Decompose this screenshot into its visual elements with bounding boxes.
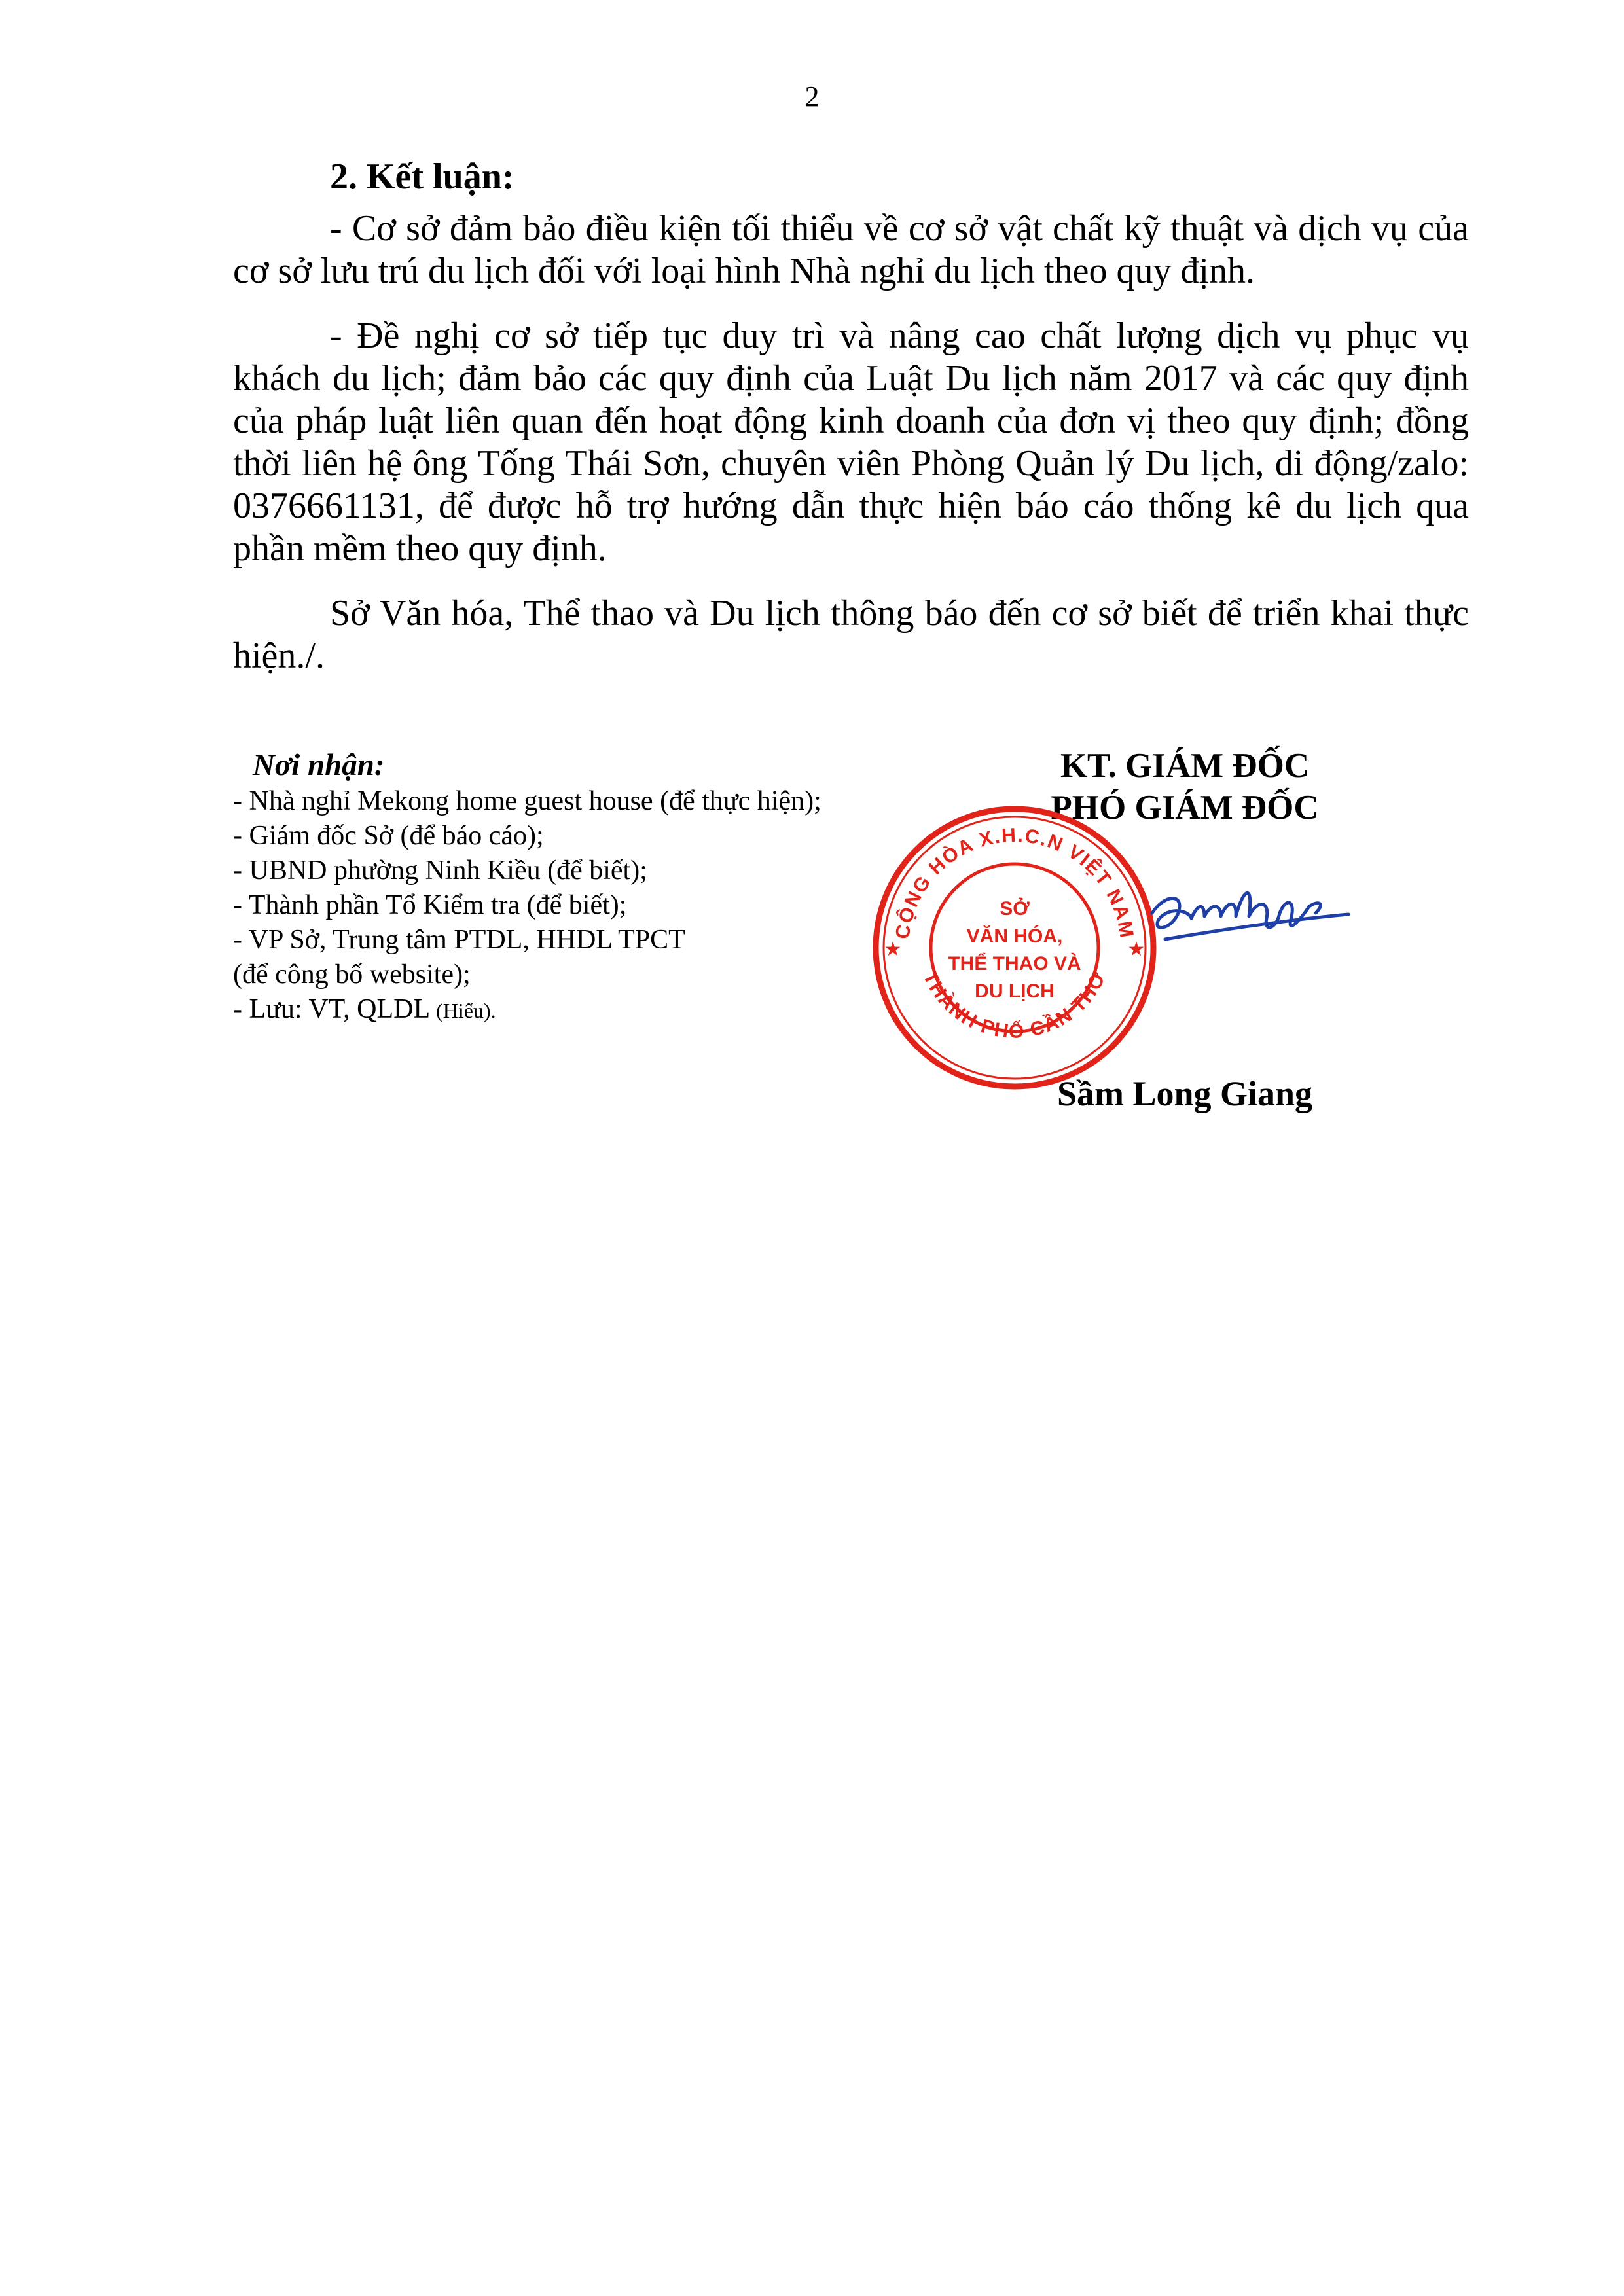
section-heading: 2. Kết luận: [330, 156, 514, 197]
signature-title-line1: KT. GIÁM ĐỐC [1060, 747, 1310, 785]
paragraph-conclusion-2: - Đề nghị cơ sở tiếp tục duy trì và nâng cao chất lượng dịch vụ phục vụ khách du lịch; đảm bảo các quy định của Luật Du lịch năm 2017 và các quy định của pháp luật liên quan đến hoạt động kinh doanh của đơn vị theo quy định; đồng thời liên hệ ông Tống Thái Sơn, chuyên viên Phòng Quản lý Du lịch, di động/zalo: 0376661131, để được hỗ trợ hướng dẫn thực hiện báo cáo thống kê du lịch qua phần mềm theo quy định. [233, 315, 1469, 569]
recipients-heading: Nơi nhận: [253, 748, 385, 782]
svg-text:THÀNH PHỐ CẦN THƠ: THÀNH PHỐ CẦN THƠ [918, 967, 1111, 1043]
svg-text:THỂ THAO VÀ: THỂ THAO VÀ [948, 953, 1081, 975]
signature-title-line2: PHÓ GIÁM ĐỐC [1051, 789, 1319, 827]
recipient-item-archive [233, 992, 927, 1028]
svg-text:★: ★ [1127, 938, 1146, 961]
svg-text:SỞ: SỞ [1000, 898, 1030, 920]
recipient-item: - UBND phường Ninh Kiều (để biết); [233, 855, 647, 886]
conclusion-section [233, 156, 1469, 700]
paragraph-conclusion-1: - Cơ sở đảm bảo điều kiện tối thiểu về cơ sở vật chất kỹ thuật và dịch vụ của cơ sở lưu trú du lịch đối với loại hình Nhà nghỉ du lịch theo quy định. [233, 208, 1469, 291]
paragraph-closing: Sở Văn hóa, Thể thao và Du lịch thông báo đến cơ sở biết để triển khai thực hiện./. [233, 593, 1469, 676]
official-stamp [871, 804, 1159, 1092]
svg-text:DU LỊCH: DU LỊCH [975, 980, 1055, 1002]
svg-text:VĂN HÓA,: VĂN HÓA, [966, 925, 1063, 947]
recipients-block [233, 746, 927, 1028]
svg-text:★: ★ [884, 938, 902, 961]
recipient-item: - Nhà nghỉ Mekong home guest house (để thực hiện); [233, 786, 821, 816]
recipient-item: - Thành phần Tổ Kiểm tra (để biết); [233, 890, 627, 920]
archive-label: - Lưu: VT, QLDL [233, 994, 437, 1024]
signer-name: Sầm Long Giang [1056, 1074, 1313, 1113]
handwritten-signature [1139, 867, 1355, 959]
recipients-list [233, 784, 927, 1028]
recipient-item: - VP Sở, Trung tâm PTDL, HHDL TPCT (để công bố website); [233, 925, 685, 990]
recipient-item: - Giám đốc Sở (để báo cáo); [233, 821, 544, 851]
archive-note: (Hiếu). [436, 999, 496, 1022]
stamp-seal-graphic [876, 809, 1153, 1086]
page-number: 2 [804, 81, 820, 113]
svg-text:CỘNG HÒA X.H.C.N VIỆT NAM: CỘNG HÒA X.H.C.N VIỆT NAM [892, 824, 1138, 941]
